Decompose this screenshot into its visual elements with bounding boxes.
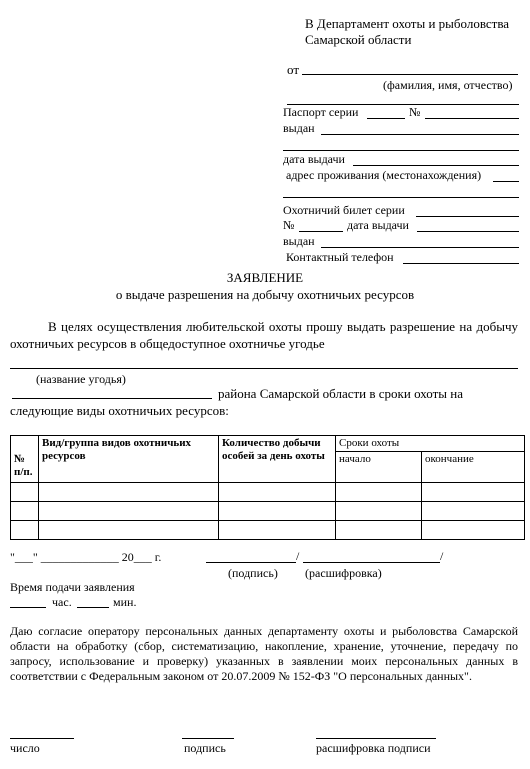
- fio-hint: (фамилия, имя, отчество): [383, 78, 513, 92]
- passport-number-field[interactable]: [425, 118, 519, 119]
- footer-decode-field[interactable]: [316, 738, 436, 739]
- species-table: [10, 435, 525, 540]
- passport-row: [283, 106, 519, 120]
- col-quantity-header: [219, 436, 336, 483]
- addressee-line-1: В Департамент охоты и рыболовства: [305, 16, 510, 31]
- table-cell[interactable]: [39, 521, 219, 540]
- decode-slash: /: [440, 549, 444, 563]
- issue-date-label: дата выдачи: [283, 152, 345, 166]
- hunting-ground-hint: (название угодья): [36, 372, 126, 386]
- addressee-line-2: Самарской области: [305, 32, 412, 47]
- personal-data-block: [283, 106, 519, 265]
- signature-field[interactable]: [206, 562, 296, 563]
- minutes-field[interactable]: [77, 607, 109, 608]
- decode-field[interactable]: [303, 562, 440, 563]
- hunting-ticket-issued-label: выдан: [283, 234, 315, 248]
- hunting-ground-field[interactable]: [10, 368, 518, 369]
- table-row: [11, 483, 525, 502]
- col-num-header-text: № п/п.: [14, 453, 33, 478]
- table-cell[interactable]: [39, 483, 219, 502]
- table-cell[interactable]: [336, 483, 422, 502]
- table-cell[interactable]: [422, 521, 525, 540]
- footer-date-label: число: [10, 741, 40, 755]
- time-label: Время подачи заявления: [10, 580, 135, 594]
- issued-field[interactable]: [321, 134, 519, 135]
- table-cell[interactable]: [11, 483, 39, 502]
- table-cell[interactable]: [422, 483, 525, 502]
- consent-text: Даю согласие оператору персональных данных департаменту охоты и рыболовства Самарской области на обработку (сбор, систематизацию, накопление, хранение, уточнение, передачу по запросу, использование и проверку) указанных в заявлении моих персональных данных в соответствии с Федеральным законом от 20.07.2009 № 152-ФЗ "О персональных данных".: [10, 624, 518, 683]
- col-period-header: Сроки охоты: [336, 436, 525, 452]
- residence-row: [283, 169, 519, 183]
- col-end-header: окончание: [422, 452, 525, 483]
- table-cell[interactable]: [11, 502, 39, 521]
- table-cell[interactable]: [422, 502, 525, 521]
- district-text: района Самарской области в сроки охоты на: [218, 386, 463, 401]
- table-row: [11, 521, 525, 540]
- hunting-ticket-series-field[interactable]: [416, 216, 519, 217]
- table-cell[interactable]: [219, 502, 336, 521]
- table-cell[interactable]: [336, 502, 422, 521]
- hours-field[interactable]: [10, 607, 46, 608]
- hunting-ticket-date-field[interactable]: [417, 231, 519, 232]
- col-quantity-header-text: Количество добычи особей за день охоты: [222, 437, 325, 462]
- footer-signature-label: подпись: [184, 741, 226, 755]
- table-row: [11, 502, 525, 521]
- residence-label: адрес проживания (местонахождения): [286, 168, 482, 182]
- document-subtitle: о выдаче разрешения на добычу охотничьих ресурсов: [115, 287, 415, 302]
- hunting-ticket-issued-row: [283, 235, 519, 249]
- issue-date-field[interactable]: [353, 165, 519, 166]
- footer-decode-label: расшифровка подписи: [316, 741, 431, 755]
- document-title: ЗАЯВЛЕНИЕ: [226, 270, 304, 285]
- hunting-ticket-number-label: №: [283, 218, 295, 232]
- table-cell[interactable]: [219, 483, 336, 502]
- residence-row-2: [283, 185, 519, 199]
- minutes-label: мин.: [113, 595, 137, 609]
- hunting-ticket-date-label: дата выдачи: [347, 218, 409, 232]
- hunting-ticket-series-label: Охотничий билет серии: [283, 203, 405, 217]
- table-cell[interactable]: [219, 521, 336, 540]
- from-label: от: [287, 62, 300, 77]
- issued-row-2: [283, 138, 519, 152]
- issued-row: [283, 122, 519, 136]
- hunting-ticket-row: [283, 204, 519, 218]
- phone-row: [283, 251, 519, 265]
- footer-date-field[interactable]: [10, 738, 74, 739]
- table-cell[interactable]: [336, 521, 422, 540]
- passport-number-label: №: [409, 105, 421, 119]
- issued-field-2[interactable]: [283, 150, 519, 151]
- decode-hint: (расшифровка): [305, 566, 382, 580]
- col-start-header: начало: [336, 452, 422, 483]
- phone-field[interactable]: [403, 263, 519, 264]
- passport-series-label: Паспорт серии: [283, 105, 359, 119]
- col-species-header: [39, 436, 219, 483]
- issue-date-row: [283, 153, 519, 167]
- table-cell[interactable]: [11, 521, 39, 540]
- hours-label: час.: [52, 595, 72, 609]
- col-species-header-text: Вид/группа видов охотничьих ресурсов: [42, 437, 192, 462]
- fio-field-line[interactable]: [302, 74, 518, 75]
- issued-label: выдан: [283, 121, 315, 135]
- col-num-header: [11, 436, 39, 483]
- signature-slash: /: [296, 549, 300, 563]
- phone-label: Контактный телефон: [286, 250, 394, 264]
- passport-series-field[interactable]: [367, 118, 405, 119]
- hunting-ticket-number-row: [283, 219, 519, 233]
- signature-hint: (подпись): [228, 566, 278, 580]
- hunting-ticket-issued-field[interactable]: [321, 247, 519, 248]
- application-date[interactable]: "___" _____________ 20___ г.: [10, 550, 162, 564]
- residence-field-2[interactable]: [283, 197, 519, 198]
- table-cell[interactable]: [39, 502, 219, 521]
- request-paragraph: В целях осуществления любительской охоты прошу выдать разрешение на добычу охотничьих ресурсов в общедоступное охотничье угодье: [10, 319, 518, 351]
- species-text: следующие виды охотничьих ресурсов:: [10, 403, 229, 418]
- footer-signature-field[interactable]: [182, 738, 234, 739]
- residence-field[interactable]: [493, 181, 519, 182]
- hunting-ticket-number-field[interactable]: [299, 231, 343, 232]
- district-field[interactable]: [12, 398, 212, 399]
